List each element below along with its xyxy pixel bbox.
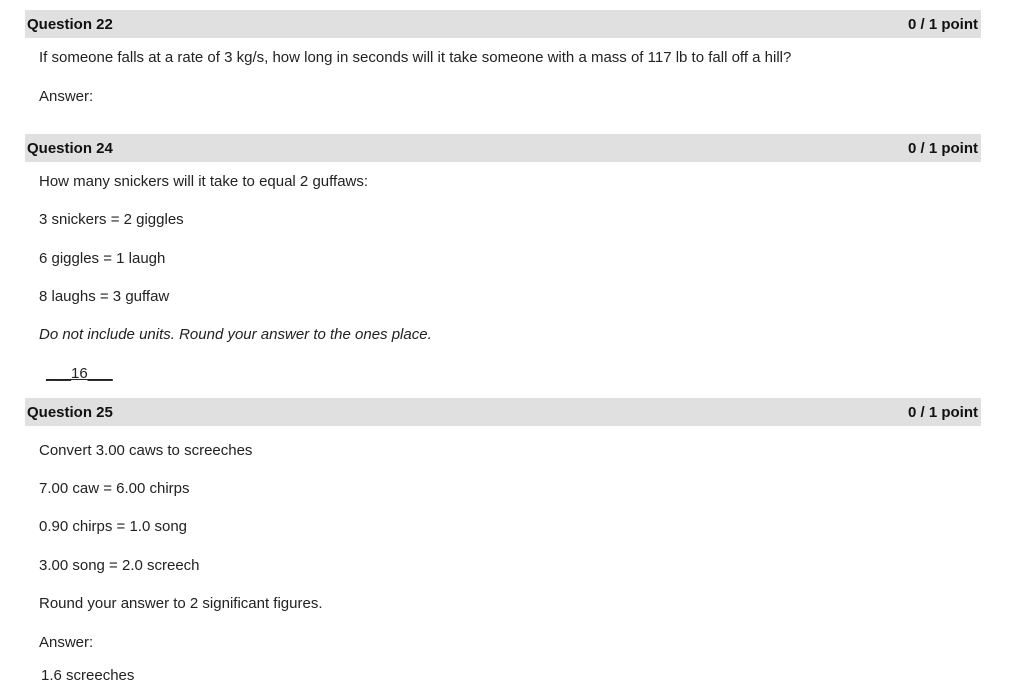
question-title: Question 24 [27, 139, 113, 157]
conversion-line: 3.00 song = 2.0 screech [39, 557, 200, 574]
question-24-header [25, 134, 981, 162]
conversion-line: 0.90 chirps = 1.0 song [39, 518, 188, 535]
conversion-line: 7.00 caw = 6.00 chirps [39, 480, 190, 497]
answer-label: Answer: [39, 88, 94, 105]
question-score: 0 / 1 point [907, 15, 978, 33]
question-22-header [25, 10, 981, 38]
answer-value: 1.6 screeches [41, 667, 135, 684]
answer-blank [46, 365, 113, 383]
question-title: Question 22 [27, 15, 113, 33]
question-instruction: Round your answer to 2 significant figures. [39, 595, 323, 612]
question-prompt: How many snickers will it take to equal 2 guffaws: [39, 173, 369, 190]
answer-value: ___16___ [46, 365, 113, 382]
question-score: 0 / 1 point [907, 403, 978, 421]
conversion-line: 8 laughs = 3 guffaw [39, 288, 170, 305]
question-instruction: Do not include units. Round your answer to the ones place. [39, 326, 432, 343]
question-score: 0 / 1 point [907, 139, 978, 157]
question-25-header [25, 398, 981, 426]
question-prompt: Convert 3.00 caws to screeches [39, 442, 253, 459]
question-title: Question 25 [27, 403, 113, 421]
question-prompt: If someone falls at a rate of 3 kg/s, how long in seconds will it take someone with a mass of 117 lb to fall off a hill? [39, 49, 792, 66]
conversion-line: 6 giggles = 1 laugh [39, 250, 166, 267]
conversion-line: 3 snickers = 2 giggles [39, 211, 184, 228]
answer-label: Answer: [39, 634, 94, 651]
